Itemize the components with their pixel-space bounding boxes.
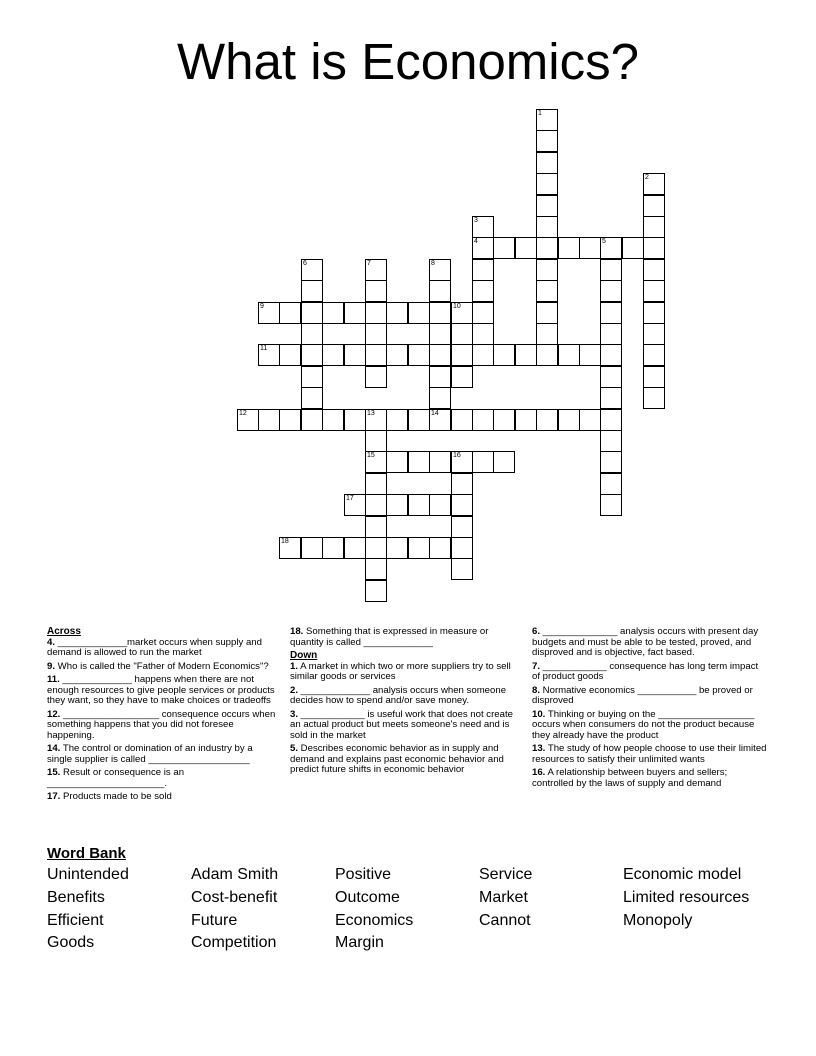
crossword-cell[interactable] — [600, 280, 622, 302]
crossword-cell[interactable] — [493, 409, 515, 431]
clue-item — [290, 686, 522, 707]
clue-number-label: 17. — [47, 791, 61, 802]
crossword-cell[interactable] — [600, 409, 622, 431]
crossword-cell[interactable] — [279, 537, 301, 559]
crossword-cell[interactable] — [515, 237, 537, 259]
crossword-cell[interactable] — [258, 344, 280, 366]
crossword-cell[interactable] — [451, 516, 473, 538]
crossword-cell[interactable] — [643, 280, 665, 302]
clue-item — [47, 675, 279, 707]
clue-text: A relationship between buyers and sellers; controlled by the laws of supply and demand — [532, 767, 728, 789]
crossword-cell[interactable] — [344, 537, 366, 559]
clue-number: 2 — [645, 174, 649, 181]
crossword-cell[interactable] — [643, 195, 665, 217]
crossword-cell[interactable] — [451, 494, 473, 516]
crossword-cell[interactable] — [451, 302, 473, 324]
clue-item — [532, 627, 768, 659]
crossword-cell[interactable] — [408, 537, 430, 559]
clue-column-3 — [532, 627, 768, 792]
clue-text: __________________ consequence occurs when something happens that you did not foresee happening. — [47, 708, 276, 741]
word-bank-word: Limited resources — [623, 888, 750, 906]
clue-number-label: 10. — [532, 708, 546, 720]
crossword-cell[interactable] — [643, 237, 665, 259]
crossword-cell[interactable] — [408, 302, 430, 324]
crossword-cell[interactable] — [322, 537, 344, 559]
crossword-cell[interactable] — [322, 344, 344, 366]
clue-number: 16 — [453, 452, 461, 459]
clue-item — [532, 686, 768, 707]
page-title: What is Economics? — [177, 33, 639, 90]
crossword-cell[interactable] — [515, 344, 537, 366]
crossword-cell[interactable] — [365, 451, 387, 473]
crossword-cell[interactable] — [301, 323, 323, 345]
crossword-cell[interactable] — [386, 344, 408, 366]
clue-number: 12 — [239, 410, 247, 417]
crossword-cell[interactable] — [408, 344, 430, 366]
crossword-cell[interactable] — [258, 409, 280, 431]
crossword-cell[interactable] — [429, 387, 451, 409]
crossword-cell[interactable] — [365, 430, 387, 452]
crossword-cell[interactable] — [301, 259, 323, 281]
clue-item — [532, 768, 768, 789]
clue-item — [290, 662, 522, 683]
crossword-cell[interactable] — [429, 537, 451, 559]
crossword-cell[interactable] — [451, 344, 473, 366]
clue-item — [47, 662, 279, 673]
crossword-cell[interactable] — [429, 451, 451, 473]
crossword-cell[interactable] — [536, 109, 558, 131]
clue-text: Thinking or buying on the __________________ occurs when consumers do not the product because they already have the product — [532, 708, 755, 741]
word-bank-word: Future — [191, 911, 238, 929]
crossword-cell[interactable] — [536, 173, 558, 195]
crossword-cell[interactable] — [536, 152, 558, 174]
crossword-cell[interactable] — [600, 237, 622, 259]
crossword-cell[interactable] — [365, 259, 387, 281]
clue-text: ____________ consequence has long term impact of product goods — [532, 660, 759, 682]
crossword-cell[interactable] — [322, 409, 344, 431]
word-bank-word: Unintended — [47, 866, 129, 883]
crossword-cell[interactable] — [322, 302, 344, 324]
crossword-cell[interactable] — [279, 409, 301, 431]
clue-number-label: 5. — [290, 743, 299, 754]
crossword-cell[interactable] — [429, 302, 451, 324]
crossword-cell[interactable] — [365, 516, 387, 538]
word-bank-word: Benefits — [47, 888, 105, 906]
clue-number: 14 — [431, 410, 439, 417]
crossword-cell[interactable] — [536, 409, 558, 431]
crossword-cell[interactable] — [472, 409, 494, 431]
clue-text: A market in which two or more suppliers try to sell similar goods or services — [290, 660, 511, 682]
clue-section-heading: Across — [47, 626, 81, 637]
crossword-cell[interactable] — [279, 302, 301, 324]
clue-item — [47, 768, 279, 789]
clue-number-label: 14. — [47, 743, 61, 754]
crossword-cell[interactable] — [643, 366, 665, 388]
crossword-cell[interactable] — [408, 494, 430, 516]
word-bank-word: Cost-benefit — [191, 888, 278, 906]
crossword-cell[interactable] — [472, 344, 494, 366]
word-bank-word: Outcome — [335, 888, 400, 906]
crossword-cell[interactable] — [536, 259, 558, 281]
crossword-cell[interactable] — [472, 323, 494, 345]
crossword-cell[interactable] — [579, 409, 601, 431]
word-bank-title: Word Bank — [47, 845, 126, 862]
crossword-cell[interactable] — [472, 259, 494, 281]
crossword-cell[interactable] — [344, 344, 366, 366]
clue-number: 7 — [367, 260, 371, 267]
crossword-cell[interactable] — [429, 494, 451, 516]
crossword-cell[interactable] — [643, 387, 665, 409]
crossword-cell[interactable] — [365, 302, 387, 324]
crossword-cell[interactable] — [558, 409, 580, 431]
word-bank — [47, 866, 787, 957]
crossword-cell[interactable] — [600, 494, 622, 516]
crossword-cell[interactable] — [301, 537, 323, 559]
clue-number: 13 — [367, 410, 375, 417]
clue-number-label: 9. — [47, 660, 56, 672]
crossword-cell[interactable] — [344, 494, 366, 516]
clue-item — [532, 710, 768, 742]
clue-number: 9 — [260, 303, 264, 310]
crossword-cell[interactable] — [536, 216, 558, 238]
crossword-cell[interactable] — [451, 451, 473, 473]
crossword-cell[interactable] — [429, 409, 451, 431]
crossword-cell[interactable] — [429, 366, 451, 388]
crossword-cell[interactable] — [408, 409, 430, 431]
clue-item — [47, 638, 279, 659]
crossword-cell[interactable] — [451, 558, 473, 580]
crossword-cell[interactable] — [472, 280, 494, 302]
clue-text: Products made to be sold — [60, 791, 172, 802]
crossword-cell[interactable] — [301, 280, 323, 302]
crossword-cell[interactable] — [536, 130, 558, 152]
crossword-cell[interactable] — [365, 494, 387, 516]
crossword-cell[interactable] — [386, 537, 408, 559]
clue-text: _____________ analysis occurs when someone decides how to spend and/or save money. — [290, 684, 507, 706]
clue-number-label: 11. — [47, 674, 60, 685]
crossword-cell[interactable] — [365, 537, 387, 559]
crossword-cell[interactable] — [301, 344, 323, 366]
crossword-cell[interactable] — [493, 237, 515, 259]
clue-number-label: 16. — [532, 767, 546, 778]
word-bank-word: Positive — [335, 866, 392, 883]
crossword-cell[interactable] — [472, 216, 494, 238]
clue-text: Who is called the "Father of Modern Economics"? — [55, 660, 269, 672]
crossword-cell[interactable] — [536, 237, 558, 259]
crossword-cell[interactable] — [643, 344, 665, 366]
crossword-cell[interactable] — [558, 344, 580, 366]
clue-number-label: 6. — [532, 626, 541, 637]
crossword-cell[interactable] — [301, 409, 323, 431]
crossword-cell[interactable] — [451, 366, 473, 388]
clue-number: 10 — [453, 303, 461, 310]
crossword-cell[interactable] — [493, 451, 515, 473]
crossword-cell[interactable] — [600, 430, 622, 452]
clue-item — [47, 710, 279, 742]
crossword-cell[interactable] — [365, 323, 387, 345]
clue-section-heading: Down — [290, 650, 318, 661]
clue-text: _____________market occurs when supply and demand is allowed to run the market — [47, 636, 262, 658]
clue-item — [290, 710, 522, 742]
clue-text: The study of how people choose to use their limited resources to satisfy their unlimited wants — [532, 743, 767, 765]
clue-number: 11 — [260, 345, 268, 352]
crossword-cell[interactable] — [600, 323, 622, 345]
word-bank-word: Monopoly — [623, 911, 693, 929]
crossword-cell[interactable] — [301, 387, 323, 409]
clue-number: 4 — [474, 238, 478, 245]
crossword-cell[interactable] — [536, 344, 558, 366]
clue-item — [47, 792, 279, 803]
clue-number: 8 — [431, 260, 435, 267]
clue-number: 1 — [538, 110, 542, 117]
clue-text: Describes economic behavior as in supply and demand and explains past economic behavior and predict future shifts in economic behavior — [290, 743, 504, 775]
crossword-cell[interactable] — [600, 387, 622, 409]
clue-number-label: 18. — [290, 626, 304, 637]
crossword-cell[interactable] — [451, 537, 473, 559]
crossword-cell[interactable] — [386, 494, 408, 516]
clue-text: _____________ happens when there are not enough resources to give people services or products they want, so they have to make choices or tradeoffs — [47, 674, 275, 706]
crossword-cell[interactable] — [536, 195, 558, 217]
crossword-cell[interactable] — [536, 323, 558, 345]
clue-column-2 — [290, 627, 522, 779]
crossword-cell[interactable] — [301, 302, 323, 324]
crossword-cell[interactable] — [643, 323, 665, 345]
crossword-cell[interactable] — [643, 216, 665, 238]
clue-number-label: 8. — [532, 684, 541, 696]
clue-column-1 — [47, 627, 279, 806]
crossword-cell[interactable] — [279, 344, 301, 366]
crossword-cell[interactable] — [365, 558, 387, 580]
clue-item — [532, 744, 768, 765]
clue-number-label: 1. — [290, 660, 299, 672]
crossword-cell[interactable] — [600, 366, 622, 388]
crossword-cell[interactable] — [429, 280, 451, 302]
word-bank-word: Economic model — [623, 866, 742, 883]
crossword-cell[interactable] — [386, 302, 408, 324]
clue-number-label: 4. — [47, 636, 56, 648]
word-bank-word: Competition — [191, 934, 277, 952]
crossword-cell[interactable] — [408, 451, 430, 473]
crossword-cell[interactable] — [558, 237, 580, 259]
clue-number-label: 15. — [47, 767, 61, 778]
crossword-cell[interactable] — [344, 409, 366, 431]
crossword-cell[interactable] — [365, 580, 387, 602]
clue-number-label: 12. — [47, 708, 61, 720]
crossword-cell[interactable] — [237, 409, 259, 431]
clue-number: 3 — [474, 217, 478, 224]
clue-number-label: 3. — [290, 708, 299, 720]
clue-item — [47, 744, 279, 765]
crossword-cell[interactable] — [600, 451, 622, 473]
crossword-cell[interactable] — [600, 344, 622, 366]
crossword-cell[interactable] — [472, 237, 494, 259]
crossword-cell[interactable] — [493, 344, 515, 366]
clue-number-label: 13. — [532, 743, 546, 754]
crossword-cell[interactable] — [579, 237, 601, 259]
clue-text: Something that is expressed in measure or quantity is called _____________ — [290, 626, 489, 648]
crossword-cell[interactable] — [429, 323, 451, 345]
crossword-cell[interactable] — [301, 366, 323, 388]
word-bank-word: Goods — [47, 934, 95, 952]
word-bank-word: Margin — [335, 934, 384, 952]
word-bank-word: Economics — [335, 911, 414, 929]
crossword-cell[interactable] — [643, 302, 665, 324]
word-bank-word: Cannot — [479, 911, 531, 929]
word-bank-word: Adam Smith — [191, 866, 279, 883]
crossword-cell[interactable] — [451, 473, 473, 495]
clue-number-label: 7. — [532, 660, 541, 672]
clue-item — [290, 627, 522, 648]
crossword-cell[interactable] — [365, 409, 387, 431]
crossword-cell[interactable] — [643, 173, 665, 195]
clue-number: 18 — [281, 538, 289, 545]
word-bank-word: Market — [479, 888, 528, 906]
clue-text: The control or domination of an industry by a single supplier is called ___________________ — [47, 743, 253, 765]
clue-text: Result or consequence is an ______________________. — [47, 767, 185, 789]
crossword-cell[interactable] — [258, 302, 280, 324]
word-bank-word: Service — [479, 866, 533, 883]
clue-number: 17 — [346, 495, 354, 502]
crossword-cell[interactable] — [386, 409, 408, 431]
crossword-cell[interactable] — [600, 473, 622, 495]
word-bank-word: Efficient — [47, 911, 104, 929]
crossword-cell[interactable] — [600, 259, 622, 281]
crossword-cell[interactable] — [579, 344, 601, 366]
crossword-cell[interactable] — [622, 237, 644, 259]
clue-number: 6 — [303, 260, 307, 267]
crossword-cell[interactable] — [365, 366, 387, 388]
crossword-cell[interactable] — [429, 344, 451, 366]
clue-text: ____________ is useful work that does not create an actual product but meets someone's need and is sold in the market — [290, 708, 513, 741]
clue-item — [290, 744, 522, 776]
clue-text: Normative economics ___________ be proved or disproved — [532, 684, 753, 706]
crossword-cell[interactable] — [429, 259, 451, 281]
crossword-cell[interactable] — [600, 302, 622, 324]
crossword-cell[interactable] — [536, 280, 558, 302]
crossword-cell[interactable] — [451, 323, 473, 345]
clue-number-label: 2. — [290, 684, 299, 696]
crossword-cell[interactable] — [365, 344, 387, 366]
crossword-cell[interactable] — [344, 302, 366, 324]
crossword-cell[interactable] — [451, 409, 473, 431]
crossword-cell[interactable] — [515, 409, 537, 431]
clue-text: ______________ analysis occurs with present day budgets and must be able to be tested, proved, and disproved and is objective, fact based. — [532, 626, 759, 658]
crossword-cell[interactable] — [365, 280, 387, 302]
crossword-cell[interactable] — [365, 473, 387, 495]
crossword-cell[interactable] — [472, 302, 494, 324]
crossword-cell[interactable] — [643, 259, 665, 281]
clue-item — [532, 662, 768, 683]
crossword-cell[interactable] — [472, 451, 494, 473]
clue-number: 5 — [602, 238, 606, 245]
clue-number: 15 — [367, 452, 375, 459]
crossword-cell[interactable] — [536, 302, 558, 324]
crossword-cell[interactable] — [386, 451, 408, 473]
